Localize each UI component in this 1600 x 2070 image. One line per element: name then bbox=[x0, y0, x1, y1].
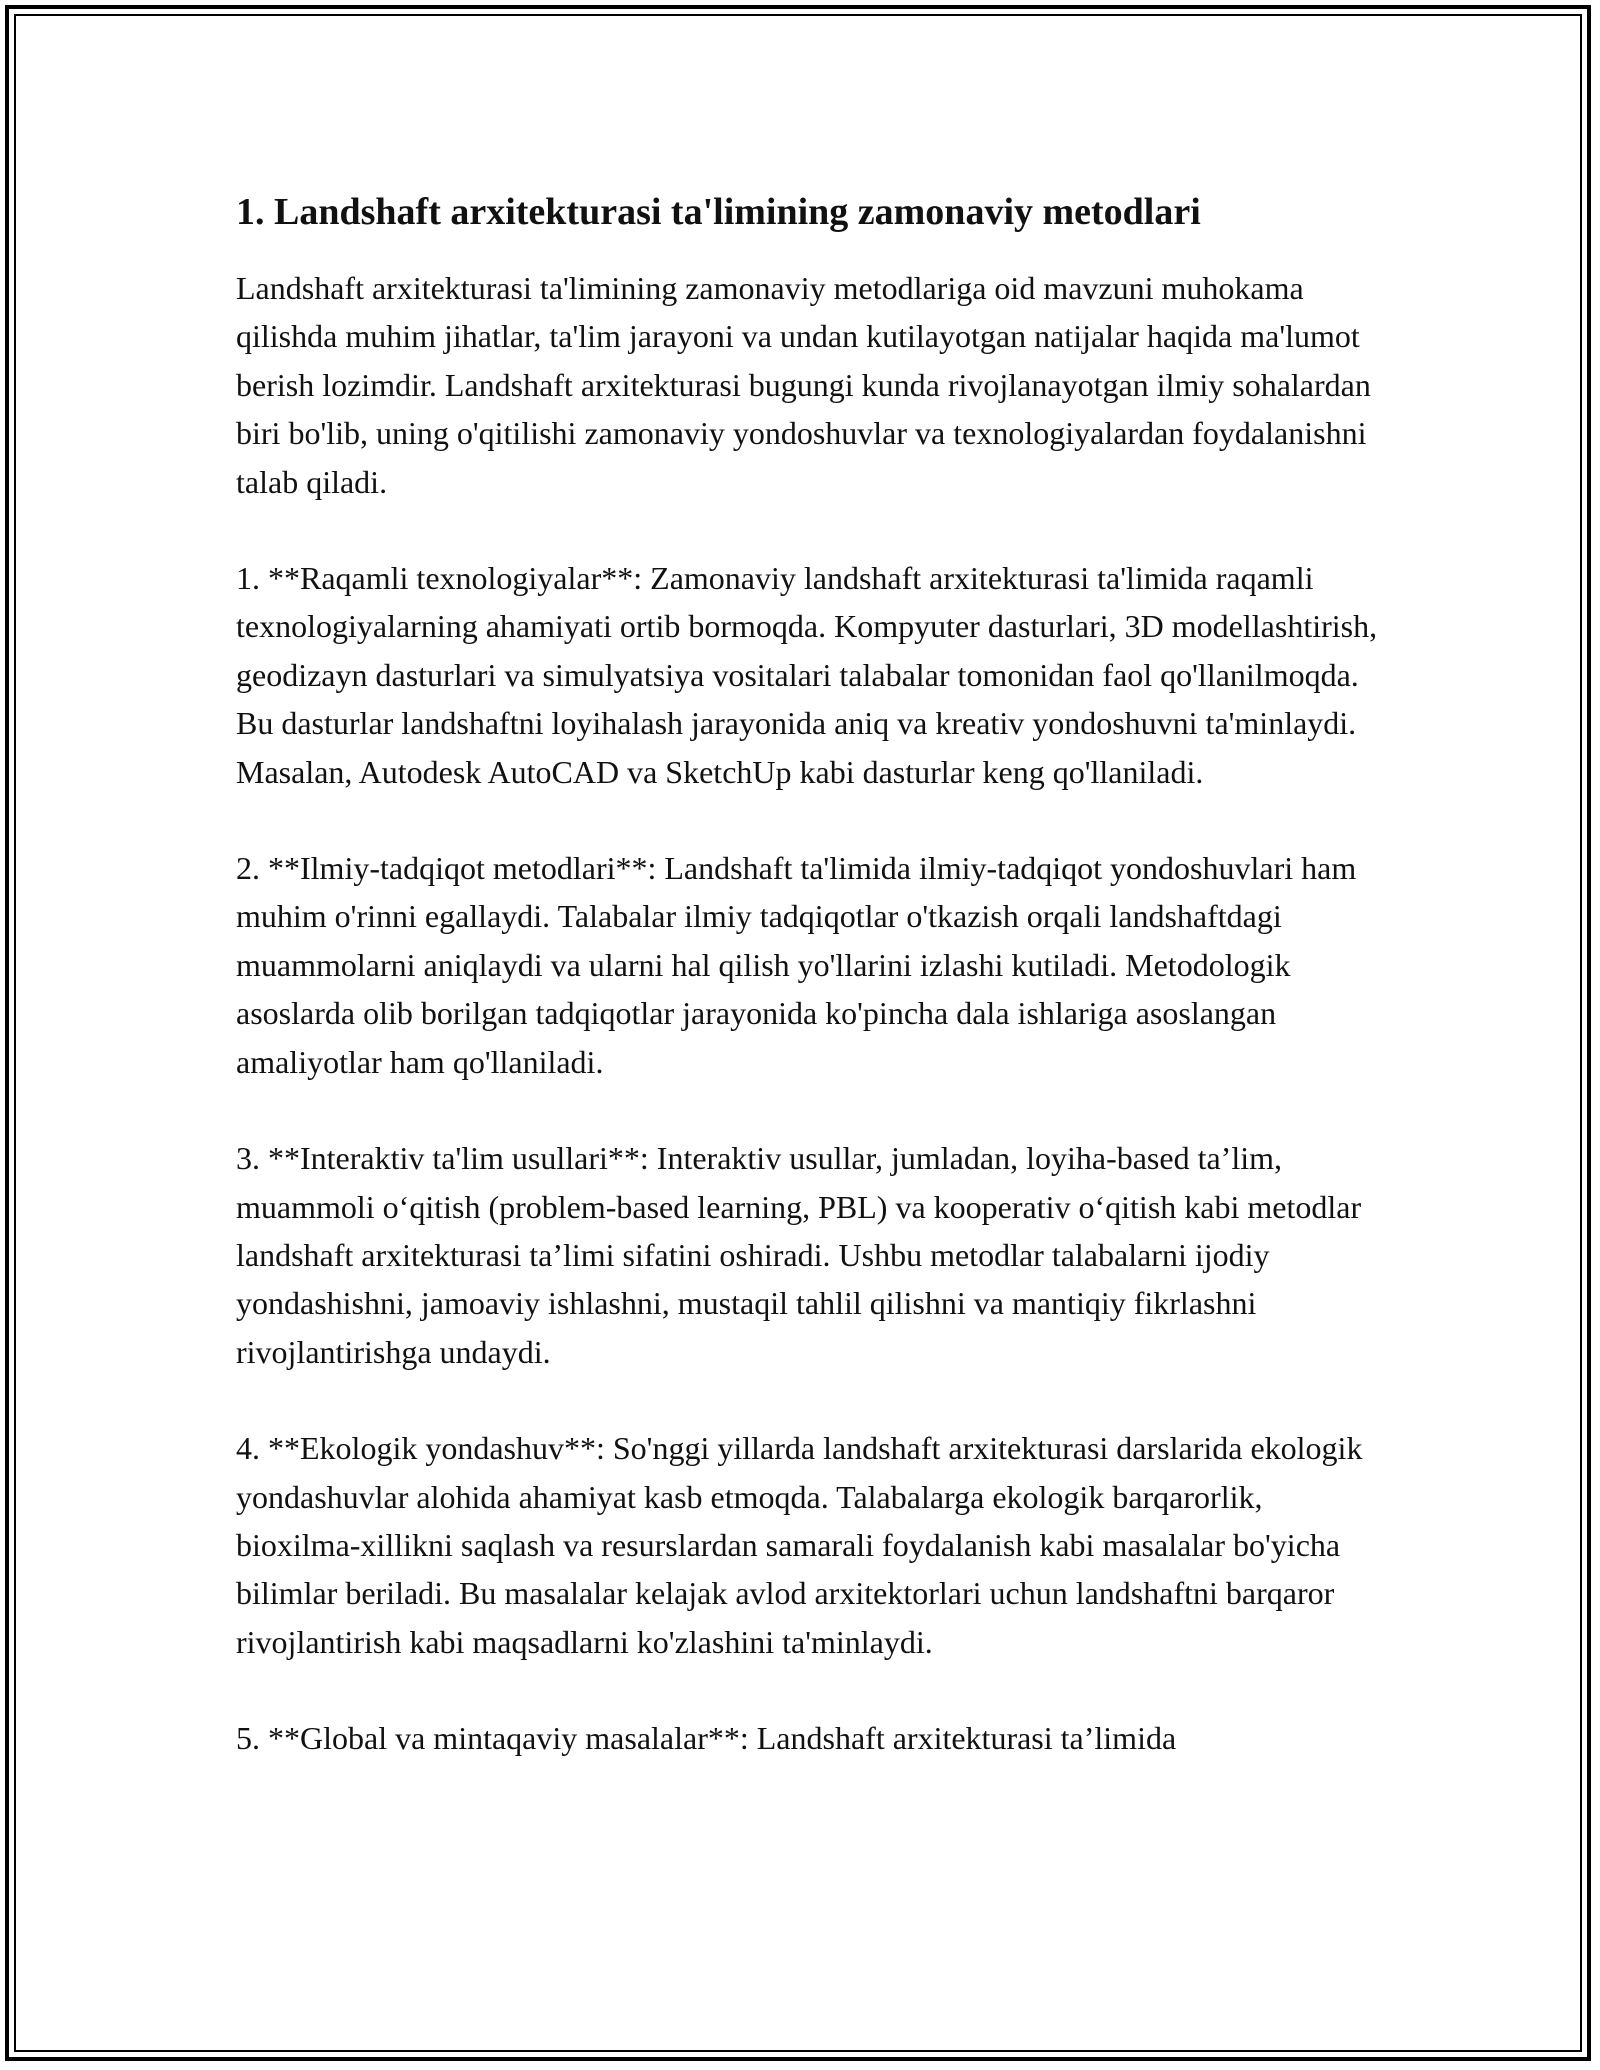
paragraph-ecological-approach: 4. **Ekologik yondashuv**: So'nggi yillarda landshaft arxitekturasi darslarida ekologik yondashuvlar alohida ahamiyat kasb etmoqda. Talabalarga ekologik barqarorlik, bioxilma-xillikni saqlash va resurslardan samarali foydalanish kabi masalalar bo'yicha bilimlar beriladi. Bu masalalar kelajak avlod arxitektorlari uchun landshaftni barqaror rivojlantirish kabi maqsadlarni ko'zlashini ta'minlaydi. bbox=[236, 1430, 1363, 1660]
document-body bbox=[236, 186, 1386, 1763]
paragraph-interactive-methods: 3. **Interaktiv ta'lim usullari**: Interaktiv usullar, jumladan, loyiha-based ta’lim, muammoli o‘qitish (problem-based learning, PBL) va kooperativ o‘qitish kabi metodlar landshaft arxitekturasi ta’limi sifatini oshiradi. Ushbu metodlar talabalarni ijodiy yondashishni, jamoaviy ishlashni, mustaqil tahlil qilishni va mantiqiy fikrlashni rivojlantirishga undaydi. bbox=[236, 1140, 1362, 1370]
intro-paragraph: Landshaft arxitekturasi ta'limining zamonaviy metodlariga oid mavzuni muhokama qilishda muhim jihatlar, ta'lim jarayoni va undan kutilayotgan natijalar haqida ma'lumot berish lozimdir. Landshaft arxitekturasi bugungi kunda rivojlanayotgan ilmiy sohalardan biri bo'lib, uning o'qitilishi zamonaviy yondoshuvlar va texnologiyalardan foydalanishni talab qiladi. bbox=[236, 270, 1371, 500]
paragraph-digital-technologies: 1. **Raqamli texnologiyalar**: Zamonaviy landshaft arxitekturasi ta'limida raqamli texnologiyalarning ahamiyati ortib bormoqda. Kompyuter dasturlari, 3D modellashtirish, geodizayn dasturlari va simulyatsiya vositalari talabalar tomonidan faol qo'llanilmoqda. Bu dasturlar landshaftni loyihalash jarayonida aniq va kreativ yondoshuvni ta'minlaydi. Masalan, Autodesk AutoCAD va SketchUp kabi dasturlar keng qo'llaniladi. bbox=[236, 560, 1378, 790]
section-heading: 1. Landshaft arxitekturasi ta'limining zamonaviy metodlari bbox=[236, 191, 1201, 233]
paragraph-global-regional: 5. **Global va mintaqaviy masalalar**: Landshaft arxitekturasi ta’limida bbox=[236, 1720, 1177, 1757]
paragraph-research-methods: 2. **Ilmiy-tadqiqot metodlari**: Landshaft ta'limida ilmiy-tadqiqot yondoshuvlari ham muhim o'rinni egallaydi. Talabalar ilmiy tadqiqotlar o'tkazish orqali landshaftdagi muammolarni aniqlaydi va ularni hal qilish yo'llarini izlashi kutiladi. Metodologik asoslarda olib borilgan tadqiqotlar jarayonida ko'pincha dala ishlariga asoslangan amaliyotlar ham qo'llaniladi. bbox=[236, 850, 1357, 1080]
